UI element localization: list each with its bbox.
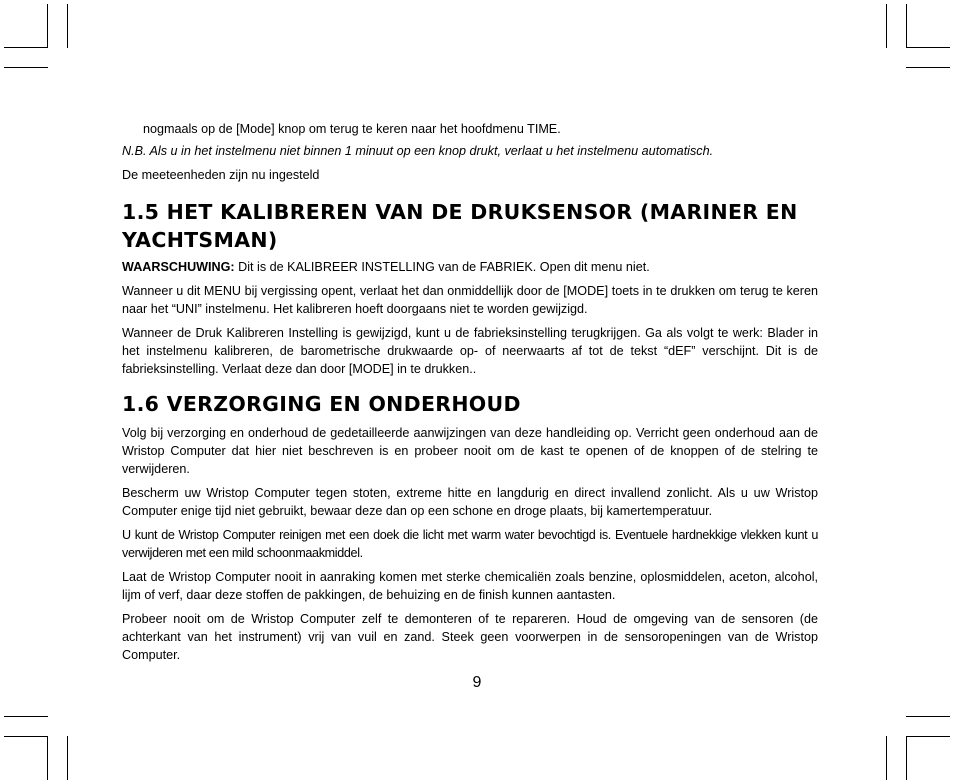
crop-mark xyxy=(906,736,950,737)
paragraph: Bescherm uw Wristop Computer tegen stoten, extreme hitte en langdurig en direct invallend zonlicht. Als u uw Wristop Computer enige tijd niet gebruikt, bewaar deze dan op een schone en droge plaats, bij kamertemperatuur. xyxy=(122,486,818,518)
intro-line: De meeteenheden zijn nu ingesteld xyxy=(122,168,320,182)
paragraph: Probeer nooit om de Wristop Computer zelf te demonteren of te repareren. Houd de omgeving van de sensoren (de achterkant van het instrument) vrij van vuil en zand. Steek geen voorwerpen in de sensoropeningen van de Wristop Computer. xyxy=(122,612,818,662)
crop-mark xyxy=(906,47,950,48)
crop-mark xyxy=(906,4,907,48)
crop-mark xyxy=(67,736,68,780)
crop-mark xyxy=(47,4,48,48)
crop-mark xyxy=(4,47,48,48)
crop-mark xyxy=(47,736,48,780)
paragraph: Laat de Wristop Computer nooit in aanraking komen met sterke chemicaliën zoals benzine, oplosmiddelen, aceton, alcohol, lijm of verf, daar deze stoffen de pakkingen, de behuizing en de finish kunnen aantasten. xyxy=(122,570,818,602)
crop-mark xyxy=(886,4,887,48)
crop-mark xyxy=(4,67,48,68)
crop-mark xyxy=(906,67,950,68)
section-heading-1-6: 1.6 VERZORGING EN ONDERHOUD xyxy=(122,392,521,416)
warning-label: WAARSCHUWING: xyxy=(122,260,235,274)
crop-mark xyxy=(4,736,48,737)
paragraph: Volg bij verzorging en onderhoud de gedetailleerde aanwijzingen van deze handleiding op. Verricht geen onderhoud aan de Wristop Computer dat hier niet beschreven is en probeer nooit om de kast te openen of de knoppen of de stelring te verwijderen. xyxy=(122,426,818,476)
paragraph: Wanneer u dit MENU bij vergissing opent, verlaat het dan onmiddellijk door de [MODE] toets in te drukken om terug te keren naar het “UNI” instelmenu. Het kalibreren hoeft doorgaans niet te worden gewijzigd. xyxy=(122,284,818,316)
section-heading-1-5: 1.5 HET KALIBREREN VAN DE DRUKSENSOR (MARINER EN YACHTSMAN) xyxy=(122,200,798,252)
warning-text: Dit is de KALIBREER INSTELLING van de FABRIEK. Open dit menu niet. xyxy=(234,260,650,274)
crop-mark xyxy=(67,4,68,48)
note-text: N.B. Als u in het instelmenu niet binnen 1 minuut op een knop drukt, verlaat u het instelmenu automatisch. xyxy=(122,144,714,158)
intro-line: nogmaals op de [Mode] knop om terug te keren naar het hoofdmenu TIME. xyxy=(143,122,561,136)
crop-mark xyxy=(906,736,907,780)
crop-mark xyxy=(906,716,950,717)
paragraph: Wanneer de Druk Kalibreren Instelling is gewijzigd, kunt u de fabrieksinstelling terugkrijgen. Ga als volgt te werk: Blader in het instelmenu kalibreren, de barometrische drukwaarde op- of neerwaarts af tot de tekst “dEF” verschijnt. Dit is de fabrieksinstelling. Verlaat deze dan door [MODE] in te drukken.. xyxy=(122,326,818,376)
warning-paragraph xyxy=(122,258,818,276)
page-number: 9 xyxy=(472,674,482,691)
page-content xyxy=(122,120,818,664)
crop-mark xyxy=(886,736,887,780)
crop-mark xyxy=(4,716,48,717)
paragraph: U kunt de Wristop Computer reinigen met een doek die licht met warm water bevochtigd is. Eventuele hardnekkige vlekken kunt u verwijderen met een mild schoonmaakmiddel. xyxy=(122,528,818,560)
